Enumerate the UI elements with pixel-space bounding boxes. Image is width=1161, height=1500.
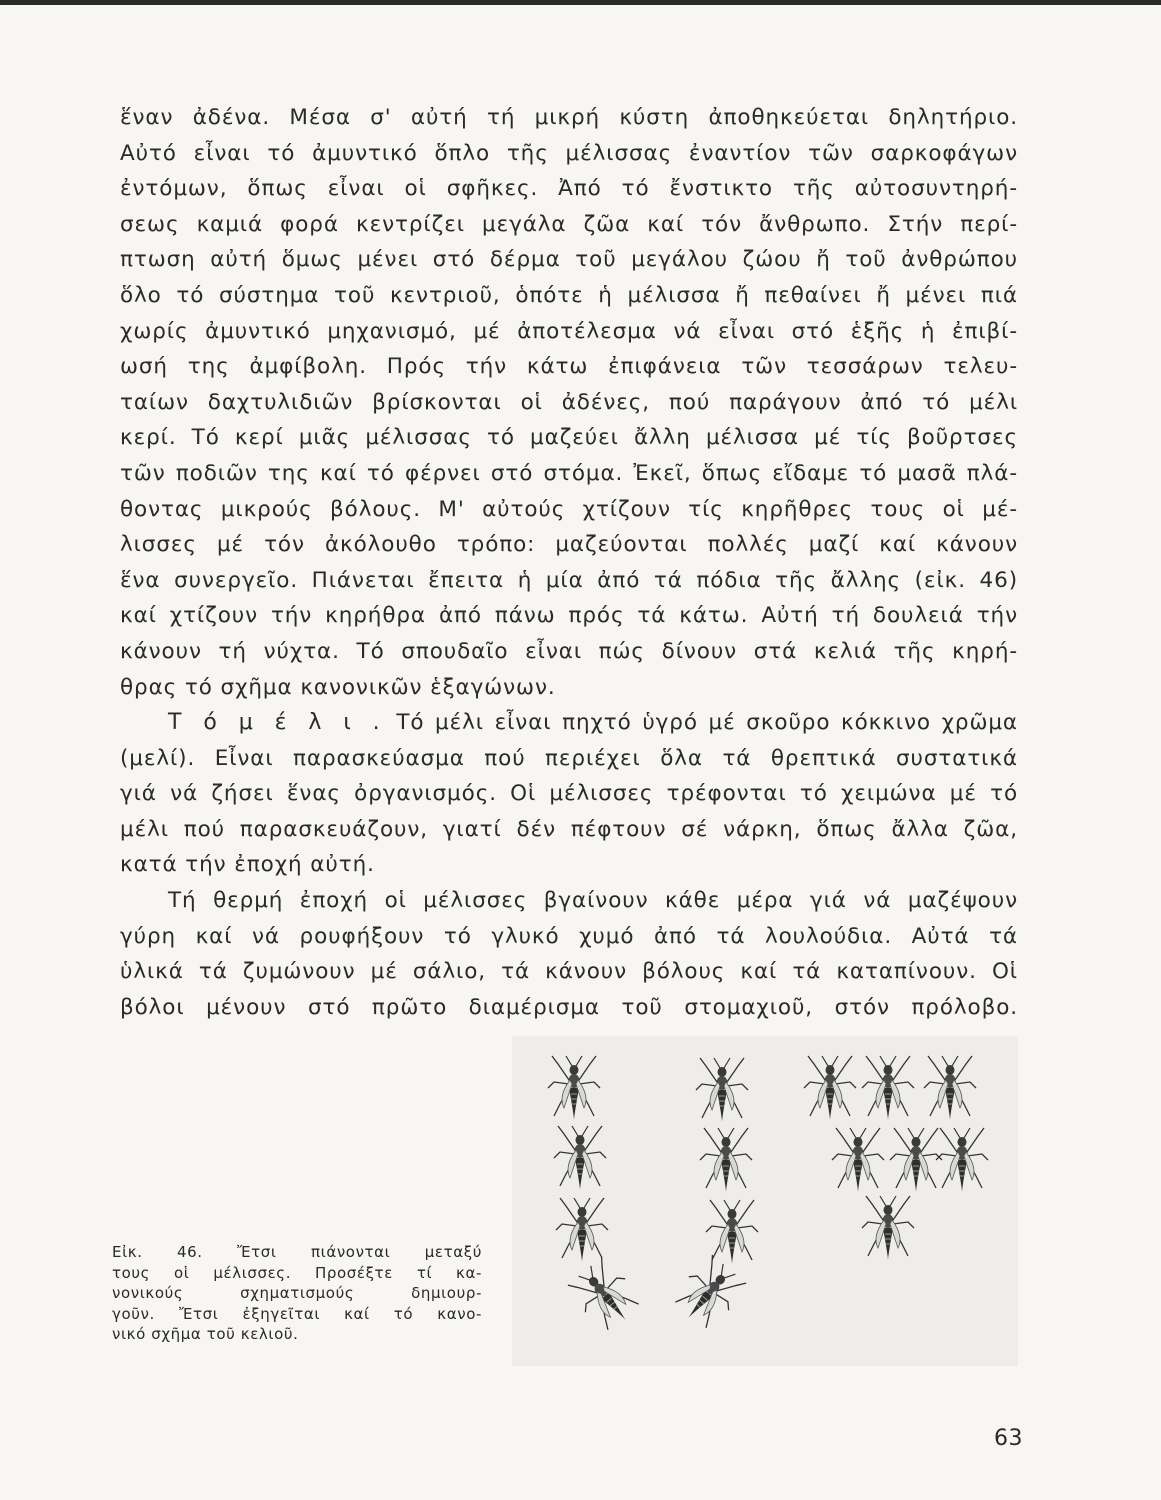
- text-line: κερί. Τό κερί μιᾶς μέλισσας τό μαζεύει ἄλλη μέλισσα μέ τίς βοῦρτσες: [120, 425, 1018, 451]
- caption-line: νονικούς σχηματισμούς δημιουρ-: [112, 1284, 482, 1303]
- text-line: Αὐτό εἶναι τό ἀμυντικό ὅπλο τῆς μέλισσας ἐναντίον τῶν σαρκοφάγων: [120, 140, 1018, 166]
- honey-first-line: [120, 705, 1018, 741]
- text-line: πτωση αὐτή ὅμως μένει στό δέρμα τοῦ μεγάλου ζώου ἤ τοῦ ἀνθρώπου: [120, 247, 1018, 273]
- text-line: ταίων δαχτυλιδιῶν βρίσκονται οἱ ἀδένες, πού παράγουν ἀπό τό μέλι: [120, 389, 1018, 415]
- paragraph-3: [120, 883, 1018, 1025]
- text-line: λισσες μέ τόν ἀκόλουθο τρόπο: μαζεύονται πολλές μαζί καί κάνουν: [120, 532, 1018, 558]
- text-line: χωρίς ἀμυντικό μηχανισμό, μέ ἀποτέλεσμα νά εἶναι στό ἑξῆς ἡ ἐπιβί-: [120, 318, 1018, 344]
- figure-bees-chain: [512, 1036, 1018, 1366]
- text-line: μέλι πού παρασκευάζουν, γιατί δέν πέφτουν σέ νάρκη, ὅπως ἄλλα ζῶα,: [120, 816, 1018, 842]
- text-line: τῶν ποδιῶν της καί τό φέρνει στό στόμα. Ἐκεῖ, ὅπως εἴδαμε τό μασᾶ πλά-: [120, 460, 1018, 486]
- text-line: καί χτίζουν τήν κηρήθρα ἀπό πάνω πρός τά κάτω. Αὐτή τή δουλειά τήν: [120, 603, 1018, 629]
- section-heading-honey: Τ ό μ έ λ ι .: [168, 710, 386, 736]
- body-text: [120, 100, 1018, 1025]
- caption-line: τους οἱ μέλισσες. Προσέξτε τί κα-: [112, 1263, 482, 1282]
- caption-line: Εἰκ. 46. Ἔτσι πιάνονται μεταξύ: [112, 1243, 482, 1261]
- figure-caption: [112, 1242, 482, 1345]
- caption-line: γοῦν. Ἔτσι ἐξηγεῖται καί τό κανο-: [112, 1304, 482, 1323]
- bee-column-left: [548, 1056, 646, 1337]
- caption-line: νικό σχῆμα τοῦ κελιοῦ.: [112, 1325, 299, 1344]
- text-line: Τή θερμή ἐποχή οἱ μέλισσες βγαίνουν κάθε μέρα γιά νά μαζέψουν: [168, 888, 1018, 914]
- paragraph-1: [120, 100, 1018, 705]
- page-number: 63: [994, 1426, 1023, 1451]
- text-line: θρας τό σχῆμα κανονικῶν ἑξαγώνων.: [120, 674, 556, 700]
- text-line: ὑλικά τά ζυμώνουν μέ σάλιο, τά κάνουν βόλους καί τά καταπίνουν. Οἱ: [120, 959, 1018, 985]
- text-line: βόλοι μένουν στό πρῶτο διαμέρισμα τοῦ στομαχιοῦ, στόν πρόλοβο.: [120, 994, 1018, 1020]
- text-line: ἕνα συνεργεῖο. Πιάνεται ἔπειτα ἡ μία ἀπό τά πόδια τῆς ἄλλης (εἰκ. 46): [120, 567, 1018, 593]
- text-line: (μελί). Εἶναι παρασκεύασμα πού περιέχει ὅλα τά θρεπτικά συστατικά: [120, 745, 1018, 771]
- text-run: Τό μέλι εἶναι πηχτό ὑγρό μέ σκοῦρο κόκκινο χρῶμα: [396, 710, 1018, 736]
- text-line: κάνουν τή νύχτα. Τό σπουδαῖο εἶναι πώς δίνουν στά κελιά τῆς κηρή-: [120, 638, 1018, 664]
- text-line: σεως καμιά φορά κεντρίζει μεγάλα ζῶα καί τόν ἄνθρωπο. Στήν περί-: [120, 211, 1018, 237]
- text-line: ωσή της ἀμφίβολη. Πρός τήν κάτω ἐπιφάνεια τῶν τεσσάρων τελευ-: [120, 354, 1018, 380]
- bees-chain-illustration: [512, 1036, 1018, 1366]
- text-line: ὅλο τό σύστημα τοῦ κεντριοῦ, ὁπότε ἡ μέλισσα ἤ πεθαίνει ἤ μένει πιά: [120, 282, 1018, 308]
- paragraph-honey: [120, 705, 1018, 883]
- text-line: ἐντόμων, ὅπως εἶναι οἱ σφῆκες. Ἀπό τό ἔνστικτο τῆς αὐτοσυντηρή-: [120, 176, 1018, 202]
- text-line: γιά νά ζήσει ἕνας ὀργανισμός. Οἱ μέλισσες τρέφονται τό χειμώνα μέ τό: [120, 781, 1018, 807]
- page-top-edge: [0, 0, 1161, 5]
- bee-cluster-right: [804, 1056, 988, 1260]
- bee-column-middle: [668, 1058, 758, 1335]
- text-line: θοντας μικρούς βόλους. Μ' αὐτούς χτίζουν τίς κηρῆθρες τους οἱ μέ-: [120, 496, 1018, 522]
- text-line: κατά τήν ἐποχή αὐτή.: [120, 852, 375, 878]
- text-line: γύρη καί νά ρουφήξουν τό γλυκό χυμό ἀπό τά λουλούδια. Αὐτά τά: [120, 923, 1018, 949]
- text-line: ἕναν ἀδένα. Μέσα σ' αὐτή τή μικρή κύστη ἀποθηκεύεται δηλητήριο.: [120, 105, 1018, 130]
